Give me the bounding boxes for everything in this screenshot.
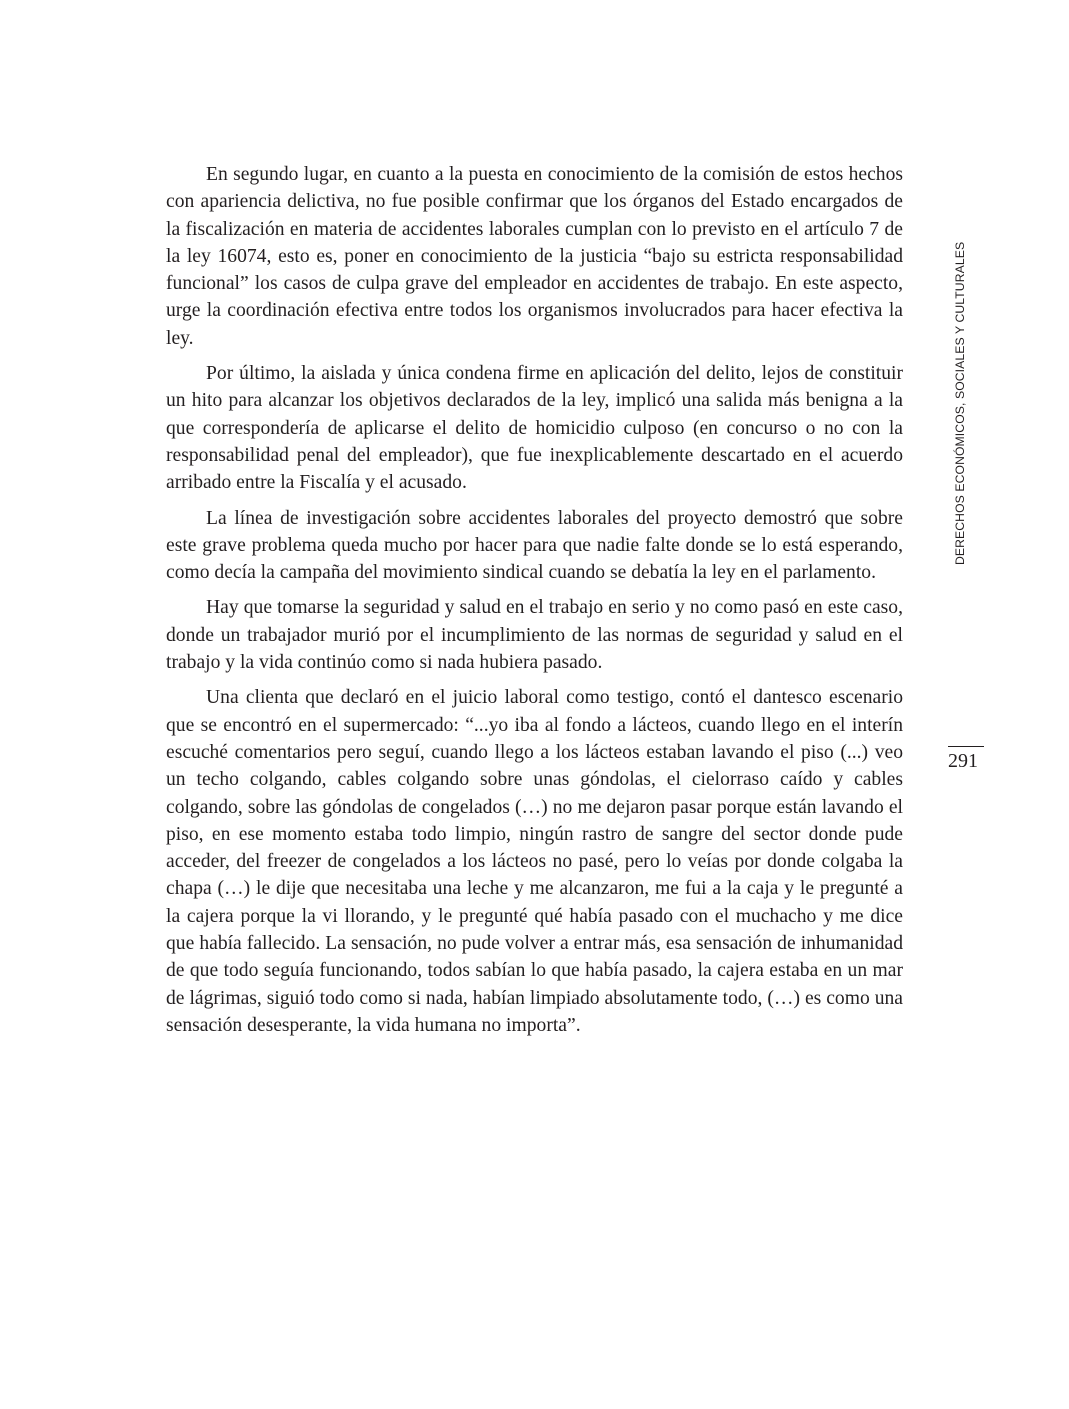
paragraph-3: La línea de investigación sobre accidentes laborales del proyecto demostró que sobre este grave problema queda mucho por hacer para que nadie falte donde se lo está esperando, como decía la campaña del movimiento sindical cuando se debatía la ley en el parlamento. [166, 507, 903, 584]
paragraph-5: Una clienta que declaró en el juicio laboral como testigo, contó el dantesco escenario que se encontró en el supermercado: “...yo iba al fondo a lácteos, cuando llego en el interín escuché comentarios pero seguí, cuando llego a los lácteos estaban lavando el piso (...) veo un techo colgando, cables colgando sobre unas góndolas, el cielorraso caído y cables colgando, sobre las góndolas de congelados (…) no me dejaron pasar porque están lavando el piso, en ese momento estaba todo limpio, ningún rastro de sangre del sector donde pude acceder, del freezer de congelados a los lácteos no pasé, pero lo veías por donde colgaba la chapa (…) le dije que necesitaba una leche y me alcanzaron, me fui a la caja y le pregunté a la cajera porque la vi llorando, y le pregunté qué había pasado con el muchacho y me dice que había fallecido. La sensación, no pude volver a entrar más, esa sensación de inhumanidad de que todo seguía funcionando, todos sabían lo que había pasado, la cajera estaba en un mar de lágrimas, siguió todo como si nada, habían limpiado absolutamente todo, (…) es como una sensación desesperante, la vida humana no importa”. [166, 687, 903, 1036]
page-number: 291 [948, 750, 978, 772]
paragraph-1: En segundo lugar, en cuanto a la puesta en conocimiento de la comisión de estos hechos con apariencia delictiva, no fue posible confirmar que los órganos del Estado encargados de la fiscalización en materia de accidentes laborales cumplan con lo previsto en el artículo 7 de la ley 16074, esto es, poner en conocimiento de la justicia “bajo su estricta responsabilidad funcional” los casos de culpa grave del empleador en accidentes de trabajo. En este aspecto, urge la coordinación efectiva entre todos los organismos involucrados para hacer efectiva la ley. [166, 164, 903, 349]
running-header [950, 241, 970, 565]
body-text [166, 161, 903, 1047]
paragraph-4: Hay que tomarse la seguridad y salud en el trabajo en serio y no como pasó en este caso, donde un trabajador murió por el incumplimiento de las normas de seguridad y salud en el trabajo y la vida continúo como si nada hubiera pasado. [166, 597, 903, 674]
page-number-rule [948, 746, 984, 747]
running-header-text: DERECHOS ECONÓMICOS, SOCIALES Y CULTURALES [953, 241, 967, 565]
paragraph-2: Por último, la aislada y única condena firme en aplicación del delito, lejos de constituir un hito para alcanzar los objetivos declarados de la ley, implicó una salida más benigna a la que correspondería de aplicarse el delito de homicidio culposo (en concurso o no con la responsabilidad penal del empleador), que fue inexplicablemente descartado en el acuerdo arribado entre la Fiscalía y el acusado. [166, 363, 903, 494]
